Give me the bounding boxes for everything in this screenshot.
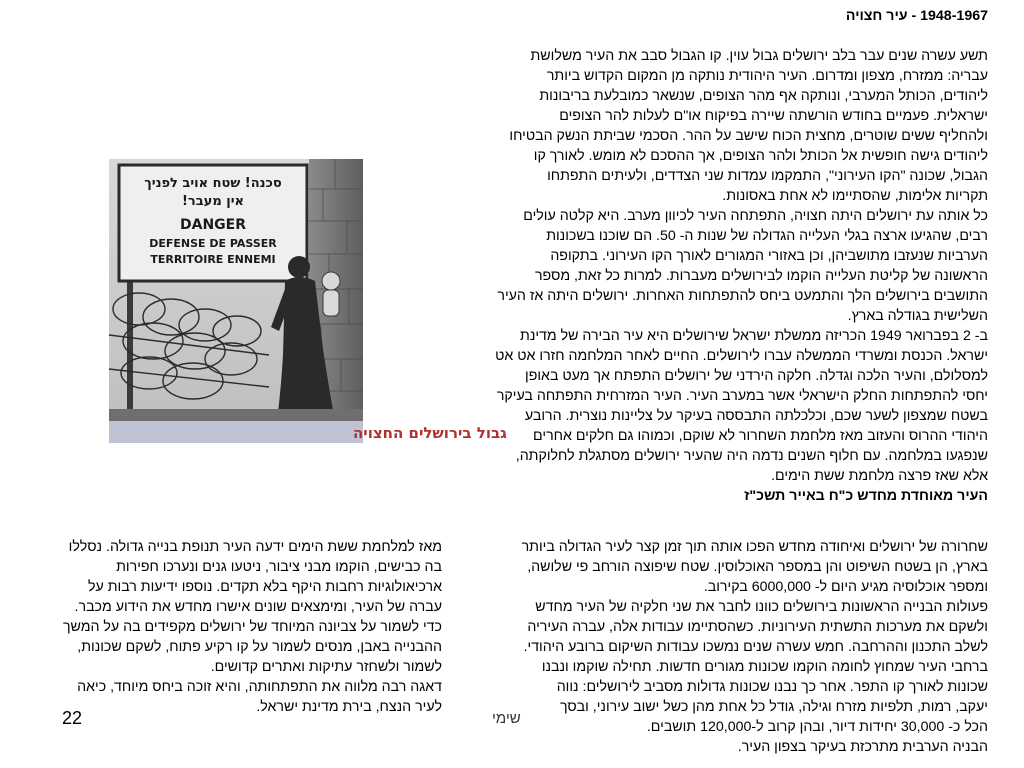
top-line: הערביות שנעזבו מתושביהן, וכן באזורי המגורים לאורך הקו העירוני. בתקופה [550,248,988,264]
bottom-left-text-block [12,537,442,717]
right-line: בארץ, הן בשטח השיפוט והן במספר האוכלוסין. שטח שיפוצה הורחב פי שלושה, [527,559,988,575]
top-line: היהודי ההרוס והעזוב מאז מלחמת השחרור לא שוקם, וכמוהו גם חלקים אחרים [533,428,988,444]
border-photo [109,159,507,443]
top-line: ליהודים, הכותל המערבי, ונותקה אף מהר הצופים, שנשאר כמובלעת בריבונות [539,88,988,104]
section-subheading: העיר מאוחדת מחדש כ"ח באייר תשכ"ז [744,488,988,504]
right-line: יעקב, רמות, תלפיות מזרח וגילה, גודל כל אחת מהן כשל ישוב עירוני, ובסך [559,699,988,715]
top-line: כל אותה עת ירושלים היתה חצויה, התפתחה העיר לכיוון מערב. היא קלטה עולים [523,208,988,224]
left-line: ארכיאולוגיות רחבות היקף בלא תקדים. נוספו ידיעות רבות על [88,579,442,595]
right-line: הכל כ- 30,000 יחידות דיור, ובהן קרוב ל-120,000 תושבים. [646,719,988,735]
top-line: הראשונה של קליטת העלייה הוקמו לבירושלים מעברות. למרות כל זאת, מספר [534,268,988,284]
right-line: שכונות לאורך קו התפר. אחר כך נבנו שכונות גדולות מסביב לירושלים: נווה [556,679,988,695]
top-line: רבים, שהגיעו ארצה בגלי העלייה הגדולה של שנות ה- 50. הם שוכנו בשכונות [546,228,988,244]
spacer [388,26,988,46]
left-line: לשמור ולשחזר עתיקות ואתרים קדושים. [210,659,442,675]
top-line: תשע עשרה שנים עבר בלב ירושלים גבול עוין. קו הגבול סבב את העיר משלושת [530,48,988,64]
left-line: מאז למלחמת ששת הימים ידעה העיר תנופת בנייה גדולה. נסללו [68,539,442,555]
top-line: התושבים בירושלים הלך והתמעט ביחס להתפתחות האחרות. ירושלים היתה אז העיר [497,288,988,304]
top-line: שנפגעו במלחמה. עם חלוף השנים נדמה היה שהעיר ירושלים מסתגלת לחלוקתה, [515,448,988,464]
right-line: פעולות הבנייה הראשונות בירושלים כוונו לחבר את שני חלקיה של העיר מחדש [535,599,988,615]
sign-french-line-1: DEFENSE DE PASSER [149,237,277,250]
top-line: תקריות אלימות, שהסתיימו לא אחת באסונות. [722,188,988,204]
top-line: השלישית בגודלה בארץ. [847,308,988,324]
page-title: 1948-1967 - עיר חצויה [845,8,988,24]
top-line: עבריה: ממזרח, מצפון ומדרום. העיר היהודית נותקה מן המקום הקדוש ביותר [546,68,988,84]
page-number: 22 [62,708,83,728]
right-line: הבניה הערבית מתרכזת בעיקר בצפון העיר. [737,739,988,755]
right-line: שחרורה של ירושלים ואיחודה מחדש הפכו אותה תוך זמן קצר לעיר הגדולה ביותר [521,539,988,555]
sign-hebrew-line-2: אין מעבר! [181,194,245,209]
right-line: לשלב התכנון וההרחבה. חמש עשרה שנים נמשכו עבודות השיקום ברובע היהודי. [523,639,988,655]
top-line: למסלולם, והעיר הלכה וגדלה. חלקה הירדני של ירושלים התפתח אך מעט באופן [525,368,988,384]
top-line: יחסי להתפתחות החלק הישראלי אשר במערב העיר. העיר המזרחית התפתחה בעיקר [496,388,988,404]
top-line: בשטח שמצפון לשער שכם, וכלכלתה התבססה בעיקר על צליינות נוצרית. הרובע [524,408,988,424]
top-line: אלא שאז פרצה מלחמת ששת הימים. [771,468,988,484]
right-line: ולשקם את מערכות התשתית העירוניות. כשהסתיימו עבודות אלה, עברה העיריה [527,619,988,635]
footer-name: שימי [492,710,521,727]
left-line: כדי לשמור על צביונה המיוחד של ירושלים מקפידים בה על המשך [62,619,442,635]
sign-french-line-2: TERRITOIRE ENNEMI [150,253,276,266]
top-line: ולהחליף ששים שוטרים, מחצית הכוח שישב על ההר. הסכמי שביתת הנשק הבטיחו [509,128,988,144]
right-line: ברחבי העיר שמחוץ לחומה הוקמו שכונות מגורים חדשות. תחילה שוקמו ונבנו [541,659,988,675]
top-line: הגבול, שכונה "הקו העירוני", התמקמו עמדות שני הצדדים, ולעיתים התפתחו [547,168,988,184]
sign-hebrew-line-1: סכנה! שטח אויב לפניך [144,176,282,191]
top-line: ישראל. הכנסת ומשרדי הממשלה עברו לירושלים. החיים לאחר המלחמה חזרו אט אט [495,348,988,364]
left-line: דאגה רבה מלווה את התפתחותה, והיא זוכה ביחס מיוחד, כיאה [77,679,442,695]
left-line: ההבנייה באבן, מנסים לשמור על קו רקיע פתוח, לשקם שכונות, [77,639,442,655]
top-line: ליהודים גישה חופשית אל הכותל ולהר הצופים, אך ההסכם לא מומש. לאורך קו [533,148,988,164]
sign-danger: DANGER [179,217,247,233]
left-line: בה כבישים, הוקמו מבני ציבור, ניטעו גנים ונערכו חפירות [116,559,442,575]
top-line: ישראלית. פעמיים בחודש הורשתה שיירה בפיקוח או"ם לעלות להר הצופים [559,108,988,124]
left-line: לעיר הנצח, בירת מדינת ישראל. [256,699,442,715]
left-line: עברה של העיר, ומימצאים שונים אישרו מחדש את הידוע מכבר. [74,599,442,615]
photo-caption: גבול בירושלים החצויה [353,424,507,442]
right-line: ומספר אוכלוסיה מגיע היום ל- 6000,000 בקירוב. [703,579,988,595]
bottom-right-text-block [388,537,988,757]
top-line: ב- 2 בפברואר 1949 הכריזה ממשלת ישראל שירושלים היא עיר הבירה של מדינת [520,328,988,344]
